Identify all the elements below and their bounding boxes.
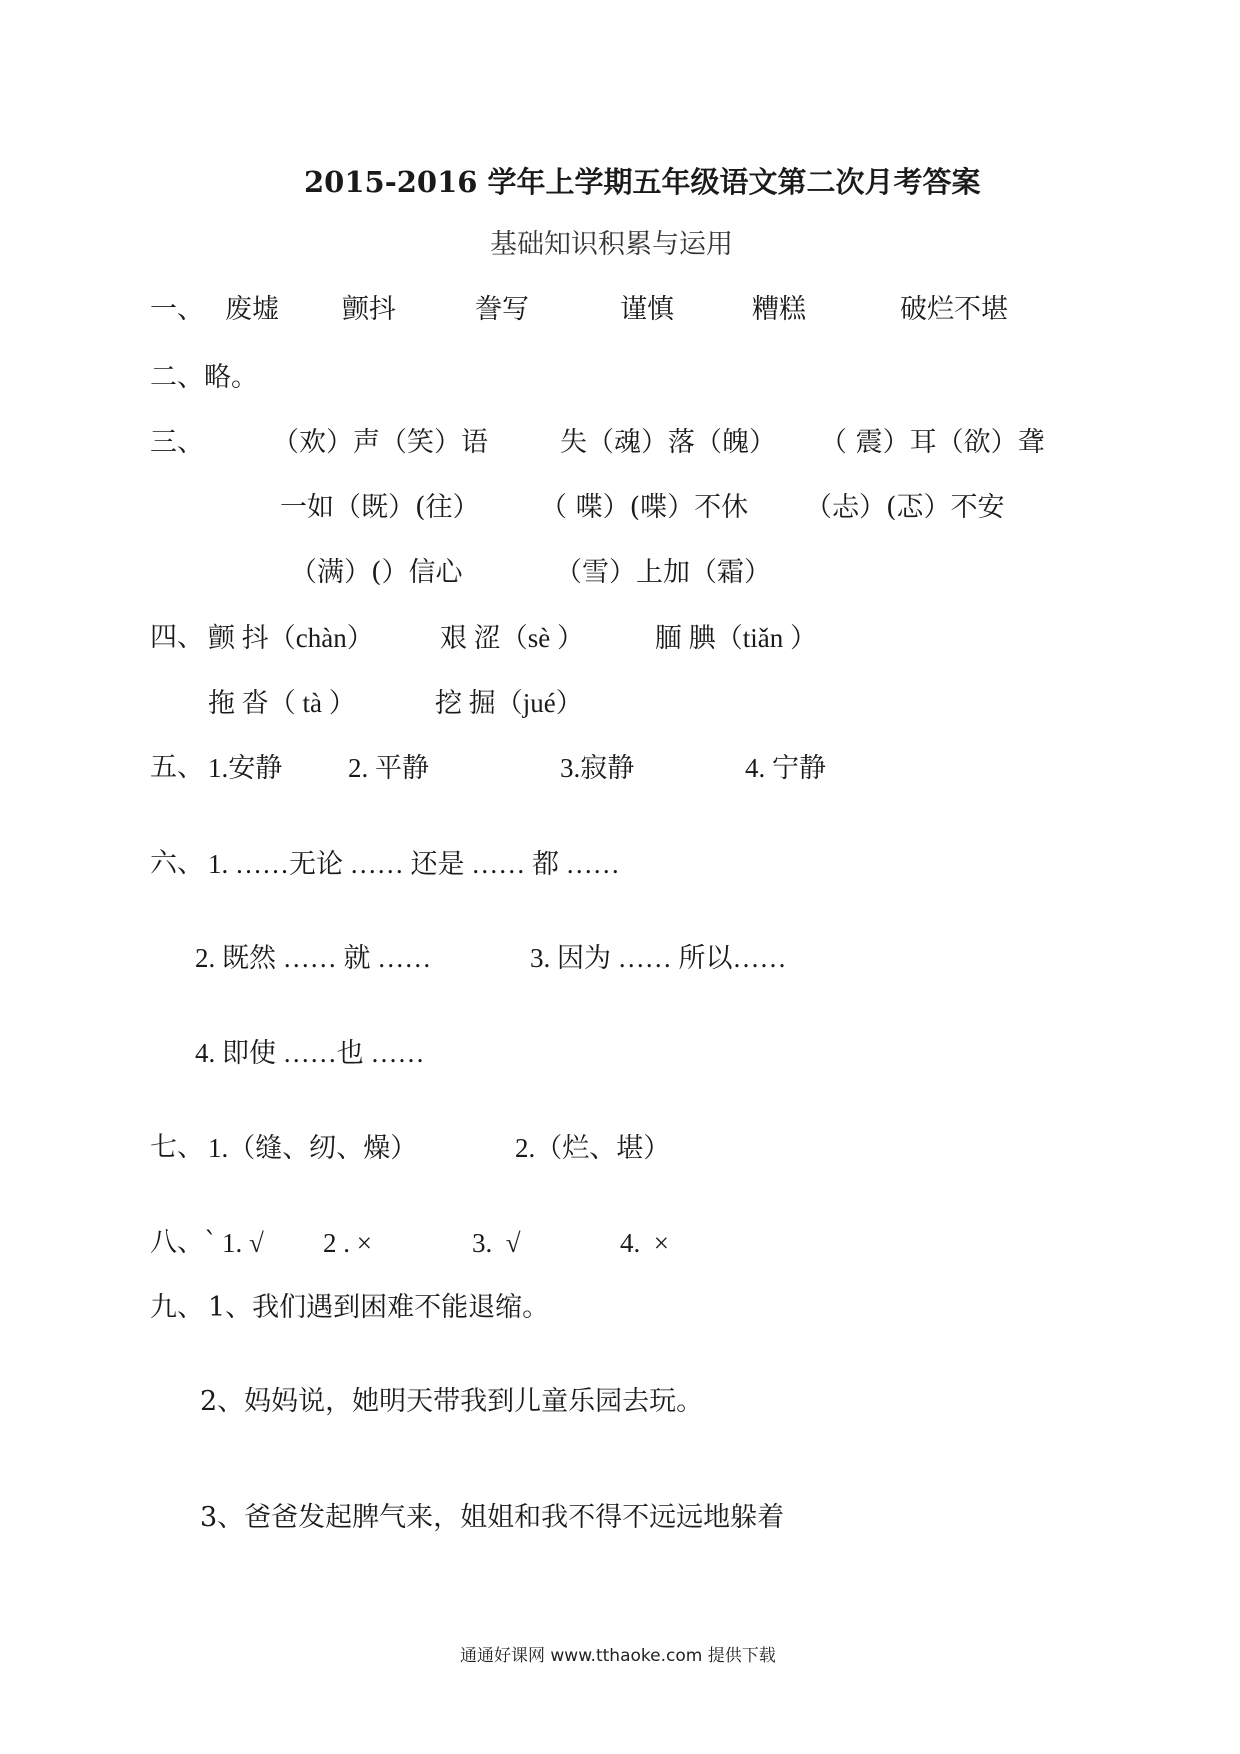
q1-word: 颤抖 xyxy=(342,294,396,325)
q9-item: 3、爸爸发起脾气来，姐姐和我不得不远远地躲着 xyxy=(200,1502,785,1533)
q9-item: 1、我们遇到困难不能退缩。 xyxy=(208,1292,550,1323)
q3-idiom: （ 震）耳（欲）聋 xyxy=(820,427,1045,458)
q1-word: 谨慎 xyxy=(620,294,674,325)
q2-answer: 略。 xyxy=(204,362,258,393)
q5-item: 1.安静 xyxy=(208,753,283,783)
q5-number: 五、 xyxy=(150,752,204,783)
q3-idiom: （忐）(忑）不安 xyxy=(805,492,1005,523)
q1-word: 废墟 xyxy=(225,294,279,325)
q6-item: 3. 因为 …… 所以…… xyxy=(530,943,787,973)
q9-number: 九、 xyxy=(150,1292,204,1323)
q2-number: 二、 xyxy=(150,362,204,393)
q3-idiom: （雪）上加（霜） xyxy=(555,557,771,588)
q4-pinyin-item: 颤 抖（chàn） xyxy=(208,623,374,653)
q5-item: 2. 平静 xyxy=(348,753,429,783)
q8-item: 2 . × xyxy=(323,1228,372,1258)
page-title: 2015-2016 学年上学期五年级语文第二次月考答案 xyxy=(304,165,981,199)
q4-number: 四、 xyxy=(150,622,204,653)
q1-word: 誊写 xyxy=(475,294,529,325)
q3-idiom: 一如（既）(往） xyxy=(280,492,480,523)
q3-idiom: 失（魂）落（魄） xyxy=(560,427,776,458)
q8-item: 4. × xyxy=(620,1228,669,1258)
q7-item: 1.（缝、纫、燥） xyxy=(208,1133,418,1163)
q6-number: 六、 xyxy=(150,848,204,879)
page-footer: 通通好课网 www.tthaoke.com 提供下载 xyxy=(460,1646,776,1666)
q8-number: 八、` xyxy=(150,1227,218,1258)
q6-item: 2. 既然 …… 就 …… xyxy=(195,943,432,973)
q4-pinyin-item: 腼 腆（tiǎn ） xyxy=(655,623,817,653)
q1-number: 一、 xyxy=(150,294,204,325)
q5-item: 4. 宁静 xyxy=(745,753,826,783)
q8-item: 1. √ xyxy=(222,1228,264,1258)
q6-item: 1. ……无论 …… 还是 …… 都 …… xyxy=(208,849,620,879)
q3-idiom: （ 喋）(喋）不休 xyxy=(540,492,749,523)
q1-word: 破烂不堪 xyxy=(900,294,1008,325)
q5-item: 3.寂静 xyxy=(560,753,635,783)
q9-item: 2、妈妈说，她明天带我到儿童乐园去玩。 xyxy=(200,1386,704,1417)
q3-number: 三、 xyxy=(150,427,204,458)
section-subtitle: 基础知识积累与运用 xyxy=(490,229,733,260)
q6-item: 4. 即使 ……也 …… xyxy=(195,1038,425,1068)
q4-pinyin-item: 艰 涩（sè ） xyxy=(440,623,584,653)
q4-pinyin-item: 挖 掘（jué） xyxy=(435,688,583,718)
q4-pinyin-item: 拖 沓（ tà ） xyxy=(208,688,356,718)
q3-idiom: （欢）声（笑）语 xyxy=(272,427,488,458)
q3-idiom: （满）(）信心 xyxy=(290,557,463,588)
q7-number: 七、 xyxy=(150,1132,204,1163)
q8-item: 3. √ xyxy=(472,1228,521,1258)
q7-item: 2.（烂、堪） xyxy=(515,1133,671,1163)
q1-word: 糟糕 xyxy=(752,294,806,325)
